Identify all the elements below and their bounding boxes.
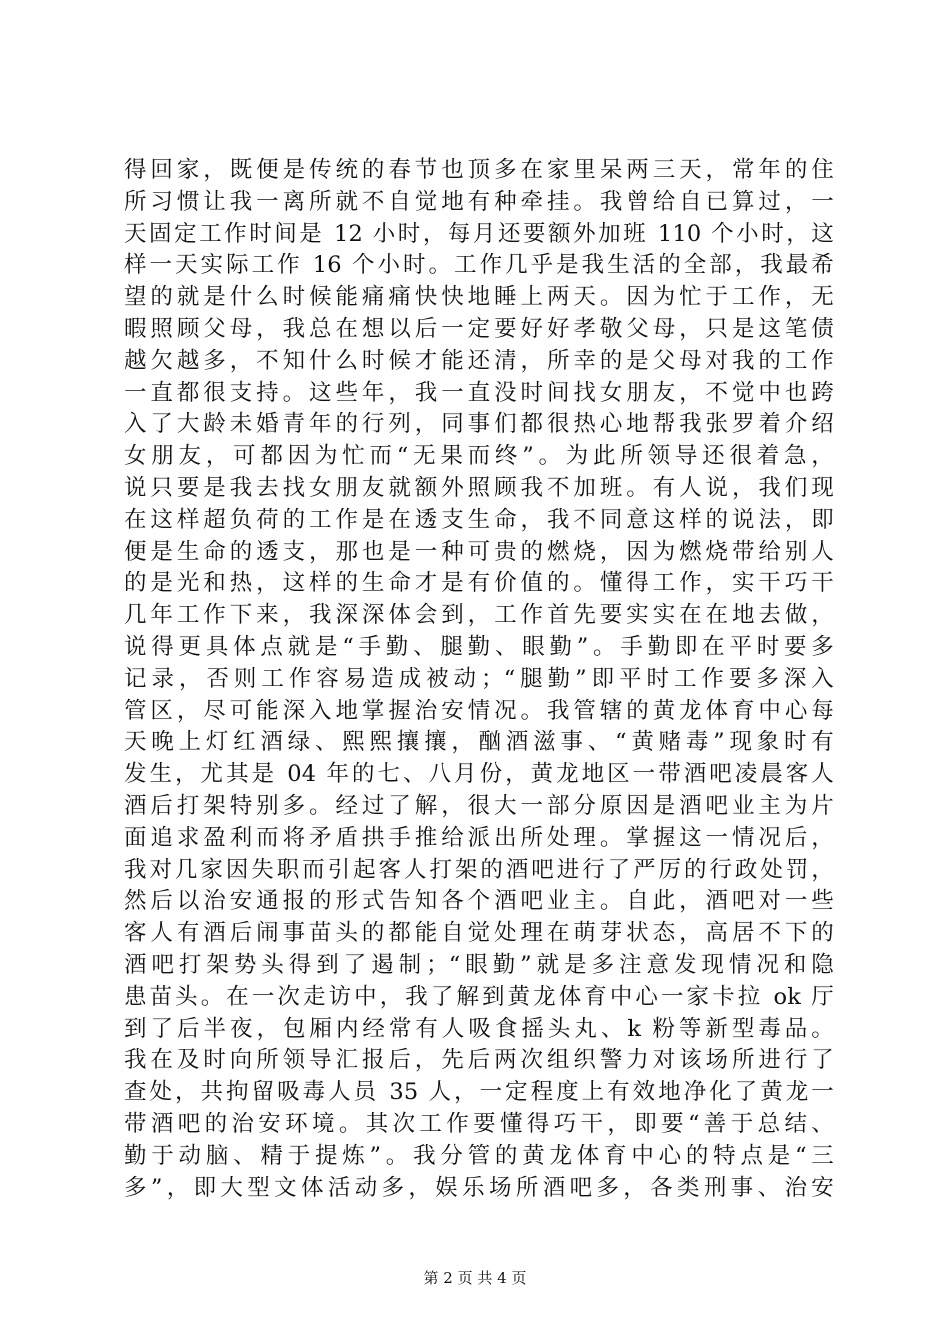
text-line: 女朋友，可都因为忙而“无果而终”。为此所领导还很着急，: [124, 443, 834, 470]
text-line: 勤于动脑、精于提炼”。我分管的黄龙体育中心的特点是“三: [124, 1142, 834, 1169]
text-line: 望的就是什么时候能痛痛快快地睡上两天。因为忙于工作，无: [124, 284, 834, 311]
page-footer: 第 2 页 共 4 页: [423, 1269, 527, 1287]
text-line: 酒后打架特别多。经过了解，很大一部分原因是酒吧业主为片: [124, 792, 834, 819]
text-line: 在这样超负荷的工作是在透支生命，我不同意这样的说法，即: [124, 506, 834, 533]
text-line: 的是光和热，这样的生命才是有价值的。懂得工作，实干巧干: [124, 570, 834, 597]
text-line: 发生，尤其是 04 年的七、八月份，黄龙地区一带酒吧凌晨客人: [124, 761, 834, 788]
text-line: 天固定工作时间是 12 小时，每月还要额外加班 110 个小时，这: [124, 220, 834, 247]
text-line: 便是生命的透支，那也是一种可贵的燃烧，因为燃烧带给别人: [124, 538, 834, 565]
text-line: 多”，即大型文体活动多，娱乐场所酒吧多，各类刑事、治安: [124, 1174, 834, 1201]
text-line: 管区，尽可能深入地掌握治安情况。我管辖的黄龙体育中心每: [124, 697, 834, 724]
text-line: 我对几家因失职而引起客人打架的酒吧进行了严厉的行政处罚，: [124, 856, 834, 883]
text-line: 几年工作下来，我深深体会到，工作首先要实实在在地去做，: [124, 602, 834, 629]
text-line: 我在及时向所领导汇报后，先后两次组织警力对该场所进行了: [124, 1047, 834, 1074]
text-line: 越欠越多，不知什么时候才能还清，所幸的是父母对我的工作: [124, 347, 834, 374]
text-line: 得回家，既便是传统的春节也顶多在家里呆两三天，常年的住: [124, 157, 834, 183]
text-line: 记录，否则工作容易造成被动；“腿勤”即平时工作要多深入: [124, 665, 834, 692]
text-line: 暇照顾父母，我总在想以后一定要好好孝敬父母，只是这笔债: [124, 315, 834, 342]
text-line: 带酒吧的治安环境。其次工作要懂得巧干，即要“善于总结、: [124, 1110, 834, 1137]
text-line: 酒吧打架势头得到了遏制；“眼勤”就是多注意发现情况和隐: [124, 951, 834, 978]
text-line: 一直都很支持。这些年，我一直没时间找女朋友，不觉中也跨: [124, 379, 834, 406]
text-line: 样一天实际工作 16 个小时。工作几乎是我生活的全部，我最希: [124, 252, 834, 279]
text-line: 到了后半夜，包厢内经常有人吸食摇头丸、k 粉等新型毒品。: [124, 1015, 834, 1042]
body-text: [124, 155, 834, 1204]
text-line: 客人有酒后闹事苗头的都能自觉处理在萌芽状态，高居不下的: [124, 920, 834, 947]
text-line: 入了大龄未婚青年的行列，同事们都很热心地帮我张罗着介绍: [124, 411, 834, 438]
text-line: 所习惯让我一离所就不自觉地有种牵挂。我曾给自已算过，一: [124, 188, 834, 215]
text-line: 说只要是我去找女朋友就额外照顾我不加班。有人说，我们现: [124, 474, 834, 501]
text-line: 面追求盈利而将矛盾拱手推给派出所处理。掌握这一情况后，: [124, 824, 834, 851]
text-line: 说得更具体点就是“手勤、腿勤、眼勤”。手勤即在平时要多: [124, 633, 834, 660]
text-line: 然后以治安通报的形式告知各个酒吧业主。自此，酒吧对一些: [124, 888, 834, 915]
text-line: 患苗头。在一次走访中，我了解到黄龙体育中心一家卡拉 ok 厅: [124, 983, 834, 1010]
text-line: 查处，共拘留吸毒人员 35 人，一定程度上有效地净化了黄龙一: [124, 1079, 834, 1106]
text-line: 天晚上灯红酒绿、熙熙攘攘，酗酒滋事、“黄赌毒”现象时有: [124, 729, 834, 756]
